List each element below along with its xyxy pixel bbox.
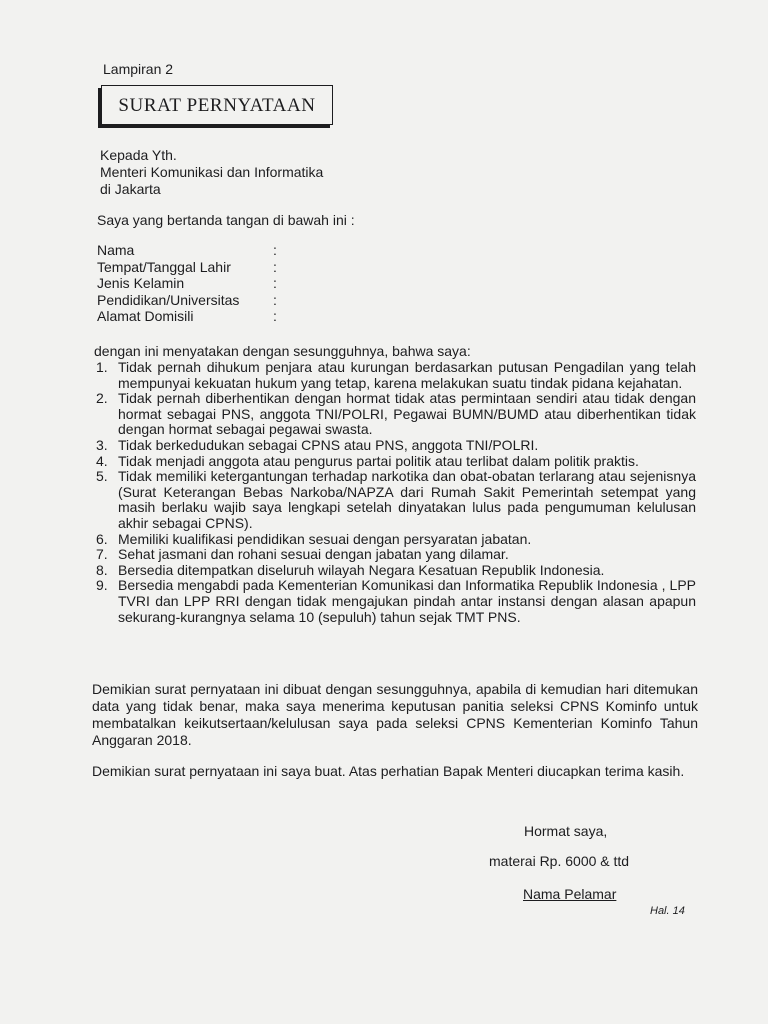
item-text: Bersedia ditempatkan diseluruh wilayah Negara Kesatuan Republik Indonesia. bbox=[118, 561, 605, 578]
field-row-tempat-tanggal-lahir bbox=[97, 259, 287, 276]
item-text: Tidak memiliki ketergantungan terhadap narkotika dan obat-obatan terlarang atau sejenisnya (Surat Keterangan Bebas Narkoba/NAPZA dari Rumah Sakit Pemerintah setempat yang masih berlaku wajib saya lengkapi setelah dinyatakan lulus pada pengumuman kelulusan akhir sebagai CPNS). bbox=[118, 468, 696, 531]
item-text: Memiliki kualifikasi pendidikan sesuai dengan persyaratan jabatan. bbox=[118, 530, 532, 547]
declaration-list bbox=[96, 360, 696, 625]
list-item bbox=[96, 547, 696, 563]
field-colon: : bbox=[273, 275, 277, 291]
item-text: Tidak berkedudukan sebagai CPNS atau PNS, anggota TNI/POLRI. bbox=[118, 436, 539, 453]
document-title: SURAT PERNYATAAN bbox=[118, 95, 316, 116]
page-number: Hal. 14 bbox=[650, 905, 685, 917]
field-row-nama bbox=[97, 242, 287, 259]
field-label: Jenis Kelamin bbox=[97, 275, 185, 291]
field-colon: : bbox=[273, 258, 277, 275]
field-label: Alamat Domisili bbox=[97, 308, 194, 324]
closing-paragraph-2: Demikian surat pernyataan ini saya buat. Atas perhatian Bapak Menteri diucapkan terima kasih. bbox=[92, 763, 685, 779]
intro-text: Saya yang bertanda tangan di bawah ini : bbox=[97, 212, 355, 228]
field-colon: : bbox=[273, 242, 277, 258]
list-item bbox=[96, 532, 696, 548]
item-number: 5. bbox=[96, 468, 108, 485]
item-number: 4. bbox=[96, 452, 108, 469]
addressee-line: Menteri Komunikasi dan Informatika bbox=[100, 164, 324, 180]
declaration-intro: dengan ini menyatakan dengan sesungguhnya, bahwa saya: bbox=[94, 343, 471, 359]
field-colon: : bbox=[273, 291, 277, 308]
item-number: 3. bbox=[96, 436, 108, 453]
list-item bbox=[96, 454, 696, 470]
identity-fields bbox=[97, 242, 287, 325]
addressee-line: Kepada Yth. bbox=[100, 147, 177, 163]
item-number: 9. bbox=[96, 577, 108, 594]
list-item bbox=[96, 360, 696, 391]
field-label: Tempat/Tanggal Lahir bbox=[97, 258, 231, 275]
item-text: Tidak pernah dihukum penjara atau kurungan berdasarkan putusan Pengadilan yang telah mempunyai kekuatan hukum yang tetap, karena melakukan suatu tindak pidana kejahatan. bbox=[118, 359, 696, 391]
closing-salutation: Hormat saya, bbox=[524, 823, 608, 839]
list-item bbox=[96, 391, 696, 438]
list-item bbox=[96, 578, 696, 625]
field-label: Pendidikan/Universitas bbox=[97, 291, 240, 308]
field-colon: : bbox=[273, 308, 277, 324]
item-text: Tidak menjadi anggota atau pengurus partai politik atau terlibat dalam politik praktis. bbox=[118, 452, 639, 469]
list-item bbox=[96, 469, 696, 531]
stamp-note: materai Rp. 6000 & ttd bbox=[489, 853, 630, 869]
list-item bbox=[96, 563, 696, 579]
item-number: 7. bbox=[96, 546, 108, 563]
title-box bbox=[101, 85, 333, 125]
field-row-pendidikan bbox=[97, 292, 287, 309]
item-number: 8. bbox=[96, 561, 108, 578]
item-text: Sehat jasmani dan rohani sesuai dengan jabatan yang dilamar. bbox=[118, 546, 509, 563]
addressee-line: di Jakarta bbox=[100, 181, 161, 197]
field-row-jenis-kelamin bbox=[97, 275, 287, 292]
attachment-label: Lampiran 2 bbox=[103, 61, 174, 77]
closing-paragraph-1: Demikian surat pernyataan ini dibuat dengan sesungguhnya, apabila di kemudian hari ditemukan data yang tidak benar, maka saya menerima keputusan panitia seleksi CPNS Kominfo untuk membatalkan keikutsertaan/kelulusan saya pada seleksi CPNS Kementerian Kominfo Tahun Anggaran 2018. bbox=[92, 681, 698, 748]
item-number: 6. bbox=[96, 530, 108, 547]
signature-name: Nama Pelamar bbox=[523, 886, 617, 902]
item-number: 2. bbox=[96, 390, 108, 407]
item-text: Tidak pernah diberhentikan dengan hormat tidak atas permintaan sendiri atau tidak dengan hormat sebagai PNS, anggota TNI/POLRI, Pegawai BUMN/BUMD atau diberhentikan tidak dengan hormat sebagai pegawai swasta. bbox=[118, 390, 696, 438]
field-label: Nama bbox=[97, 242, 135, 258]
item-text: Bersedia mengabdi pada Kementerian Komunikasi dan Informatika Republik Indonesia , LPP TVRI dan LPP RRI dengan tidak mengajukan pindah antar instansi dengan alasan apapun sekurang-kurangnya selama 10 (sepuluh) tahun sejak TMT PNS. bbox=[118, 577, 696, 625]
addressee-block bbox=[100, 147, 323, 198]
item-number: 1. bbox=[96, 359, 108, 375]
field-row-alamat bbox=[97, 308, 287, 325]
list-item bbox=[96, 438, 696, 454]
